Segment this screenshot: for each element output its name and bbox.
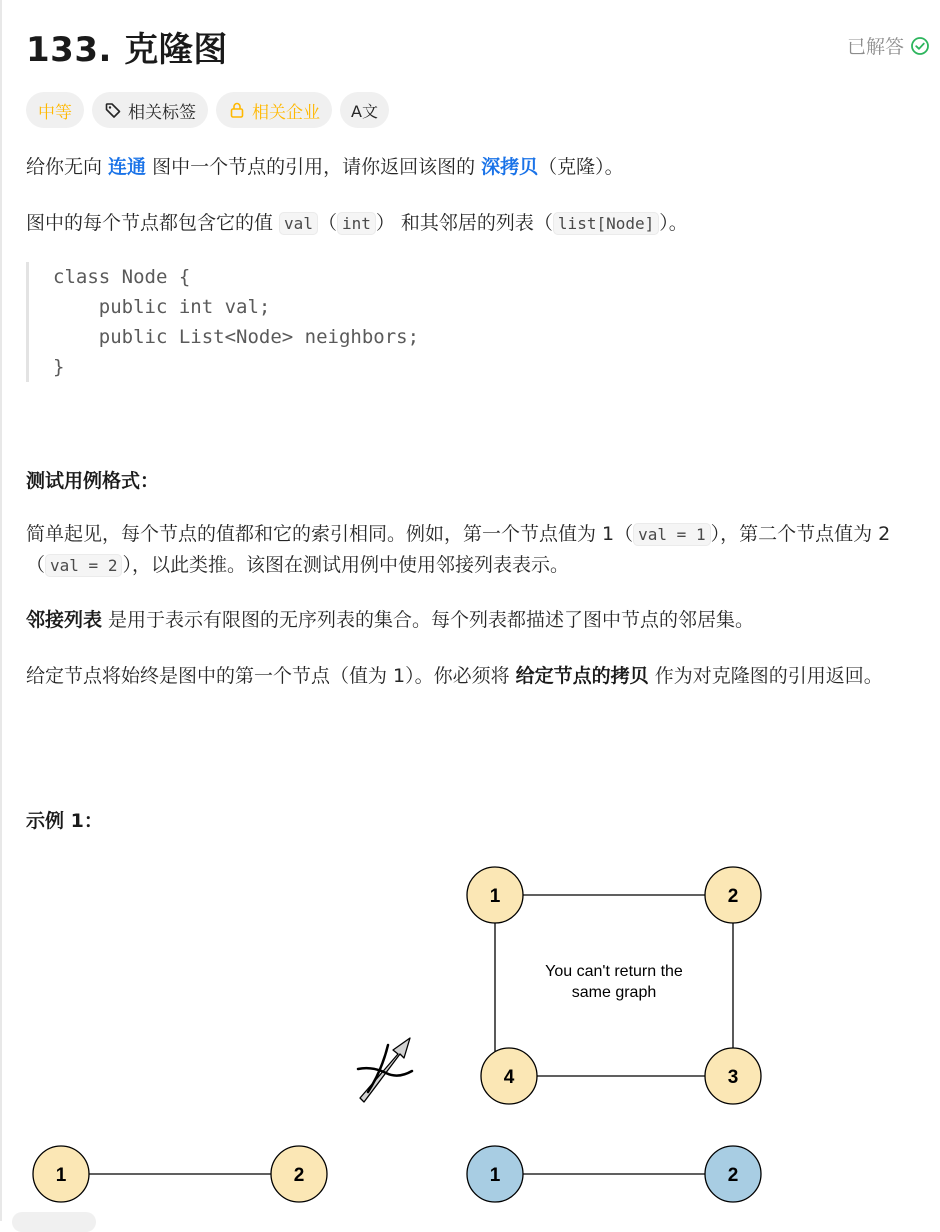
given-node-copy-term: 给定节点的拷贝: [515, 665, 649, 687]
deep-copy-link[interactable]: 深拷贝: [481, 156, 539, 178]
figure-note-line-2: same graph: [571, 984, 657, 1001]
text: 简单起见，每个节点的值都和它的索引相同。例如，第一个节点值为 1（: [26, 523, 634, 545]
graph-node: [467, 1146, 523, 1202]
figure-note-line-1: You can't return the: [545, 963, 683, 980]
adjacency-list-term: 邻接列表: [26, 609, 103, 631]
related-tags-button[interactable]: [92, 92, 208, 128]
solved-status: [847, 32, 930, 59]
text: ），以此类推。该图在测试用例中使用邻接列表表示。: [122, 554, 569, 576]
text: 给你无向: [26, 156, 109, 178]
graph-node: [33, 1146, 89, 1202]
text: 是用于表示有限图的无序列表的集合。每个列表都描述了图中节点的邻居集。: [102, 609, 755, 631]
inline-code-val: val: [279, 212, 318, 235]
code-block: [26, 262, 909, 382]
node-label: 2: [727, 886, 739, 907]
text: （克隆）。: [538, 156, 624, 178]
text: ），第二个节点值为 2（: [26, 523, 891, 576]
code-line: public int val;: [53, 296, 271, 318]
text: 作为对克隆图的引用返回。: [648, 665, 883, 687]
code-line: public List<Node> neighbors;: [53, 326, 420, 348]
node-label: 2: [293, 1165, 305, 1186]
graph-node: [481, 1048, 537, 1104]
related-companies-label: 相关企业: [252, 102, 320, 123]
node-label: 1: [55, 1165, 67, 1186]
text: 给定节点将始终是图中的第一个节点（值为 1）。你必须将: [26, 665, 516, 687]
text: ） 和其邻居的列表（: [375, 212, 553, 234]
code-block-text: [29, 262, 909, 382]
solved-label: 已解答: [846, 36, 904, 58]
node-label: 4: [503, 1067, 515, 1088]
tag-icon: [104, 101, 122, 119]
node-label: 2: [727, 1165, 739, 1186]
graph-node: [705, 1048, 761, 1104]
text: （: [317, 212, 337, 234]
translate-icon: A文: [351, 101, 378, 121]
inline-code-val-2: val = 2: [45, 554, 122, 577]
description-paragraph-2: [26, 208, 926, 239]
lock-icon: [228, 101, 246, 119]
node-label: 3: [727, 1067, 739, 1088]
graph-node: [705, 867, 761, 923]
example-1-heading: 示例 1：: [26, 810, 103, 832]
text: ）。: [659, 212, 688, 234]
description-paragraph-4: [26, 605, 926, 636]
code-line: class Node {: [53, 266, 191, 288]
difficulty-label: 中等: [38, 102, 72, 123]
inline-code-list-node: list[Node]: [553, 212, 659, 235]
check-circle-icon: [910, 36, 930, 56]
inline-code-int: int: [337, 212, 376, 235]
code-line: }: [53, 356, 65, 378]
crossed-arrow-icon: [358, 1038, 412, 1102]
related-tags-label: 相关标签: [128, 102, 196, 123]
description-paragraph-5: [26, 661, 926, 692]
inline-code-val-1: val = 1: [633, 523, 710, 546]
tag-bar: [26, 92, 389, 128]
node-label: 1: [489, 1165, 501, 1186]
example-figure: [0, 840, 940, 1221]
problem-title: 133. 克隆图: [26, 30, 228, 70]
text: 图中的每个节点都包含它的值: [26, 212, 280, 234]
node-label: 1: [489, 886, 501, 907]
description-paragraph-1: [26, 152, 926, 183]
test-format-heading: 测试用例格式：: [26, 470, 160, 492]
difficulty-badge[interactable]: [26, 92, 84, 128]
bottom-toolbar-pill[interactable]: [12, 1212, 96, 1232]
connected-link[interactable]: 连通: [108, 156, 147, 178]
graph-node: [271, 1146, 327, 1202]
text: 图中一个节点的引用，请你返回该图的: [146, 156, 482, 178]
translate-button[interactable]: [340, 92, 389, 128]
description-paragraph-3: [26, 519, 926, 581]
graph-node: [467, 867, 523, 923]
graph-node: [705, 1146, 761, 1202]
related-companies-button[interactable]: [216, 92, 332, 128]
